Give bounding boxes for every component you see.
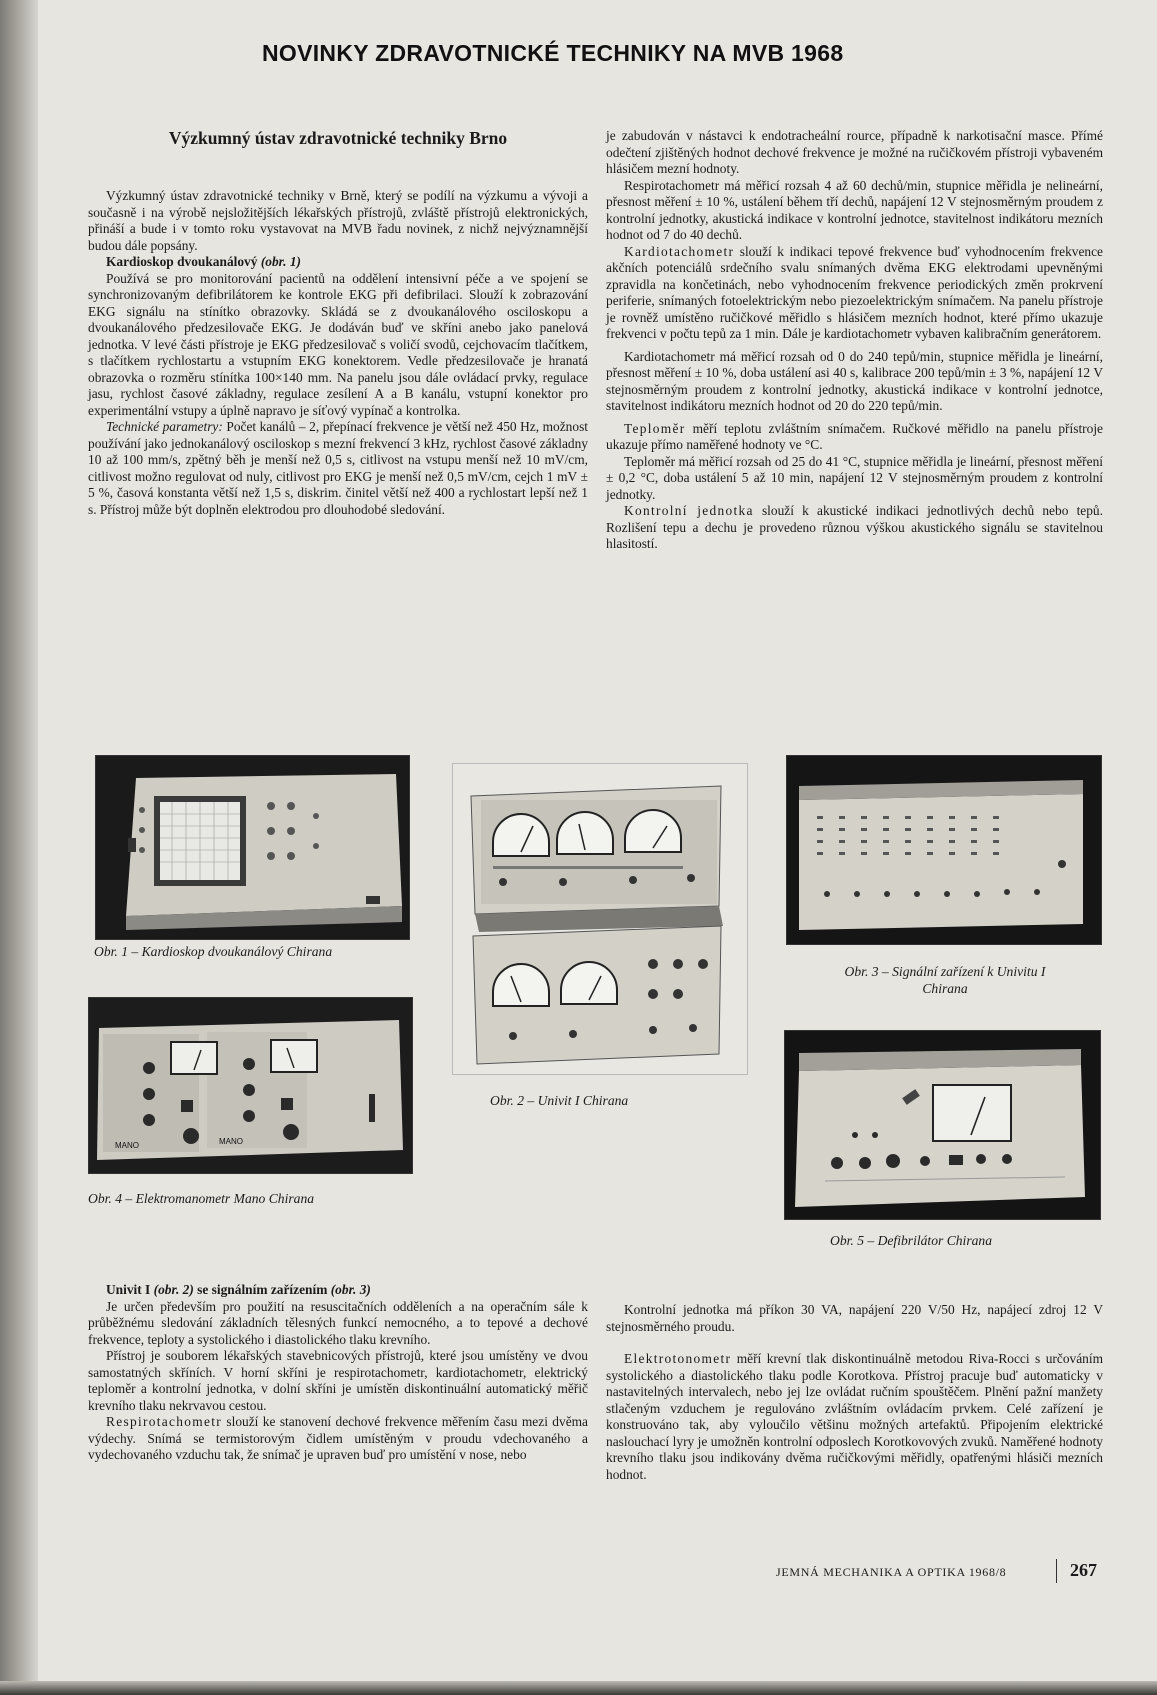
kontrolni-jednotka-paragraph [606,503,1103,553]
mano-label-right: MANO [219,1137,243,1146]
page-title: NOVINKY ZDRAVOTNICKÉ TECHNIKY NA MVB 1968 [262,40,844,66]
elektrotonometr-term: Elektrotonometr [624,1351,732,1366]
journal-name: JEMNÁ MECHANIKA A OPTIKA 1968/8 [776,1565,1007,1579]
photo-signalni-zarizeni [786,755,1102,945]
kontrolni-jednotka-power: Kontrolní jednotka má příkon 30 VA, napájení 220 V/50 Hz, napájecí zdroj 12 V stejnosměrného proudu. [606,1302,1103,1334]
elektrotonometr-section [606,1302,1103,1483]
univit-heading [88,1282,588,1299]
univit-heading-ref-2: (obr. 3) [330,1282,371,1297]
kontrolni-jednotka-term: Kontrolní jednotka [624,503,754,518]
params-text: Počet kanálů – 2, přepínací frekvence je větší než 450 Hz, možnost používání jako jednokanálový osciloskop s mezní frekvencí 3 kHz, rychlost časové základny 10 až 100 mm/s, zpětný běh je menší než 0,5 s, citlivost na vstupu menší než 10 mV/cm, citlivost možno regulovat od nuly, citlivost pro EKG je menší než 0,5 mV/cm, cejch 1 mV ± 5 %, časová konstanta větší než 1,5 s, diskrim. činitel větší než 400 a rychlostart lepší než 1 s. Přístroj může být doplněn elektrodou pro dlouhodobé sledování. [88,419,588,517]
kardioskop-paragraph: Používá se pro monitorování pacientů na oddělení intensivní péče a ve spojení se synchronizovaným defibrilátorem ke kontrole EKG při defibrilaci. Slouží k zobrazování EKG signálu na stínítko obrazovky. Skládá se z dvoukanálového osciloskopu a dvoukanálového předzesilovače EKG. Je dodáván buď ve skříni anebo jako panelová jednotka. V levé části přístroje je EKG předzesilovač s voličí svodů, cejchovacím tlačítkem, s tlačítkem rychlostartu a vstupním EKG konektorem. Vedle předzesilovače je hranatá obrazovka o rozměru stínítka 100×140 mm. Na panelu jsou dále ovládací prvky, regulace jasu, rychlost časové základny, regulace zesílení A a B kanálu, vstupní konektor pro experimentální vstupy a úplně napravo je síťový vypínač a kontrolka. [88,270,588,418]
page-number: 267 [1070,1560,1097,1580]
univit-heading-ref-1: (obr. 2) [153,1282,194,1297]
params-paragraph [88,419,588,518]
right-paragraph-2: Respirotachometr má měřicí rozsah 4 až 60 dechů/min, stupnice měřidla je nelineární, přesnost měření ± 10 %, ustálení během tří dechů, napájení 12 V stejnosměrným proudem z kontrolní jednotky, akustická indikace v kontrolní jednotce, stavitelnost indikátoru mezních hodnot od 7 do 40 dechů. [606,177,1103,242]
teplomer-paragraph [606,421,1103,454]
kardioskop-figure-ref: (obr. 1) [260,254,301,269]
left-column [88,128,588,518]
teplomer-text: měří teplotu zvláštním snímačem. Ručkové měřidlo na panelu přístroje ukazuje přímo naměřené hodnoty ve °C. [606,420,1103,452]
teplomer-term: Teploměr [624,420,686,436]
caption-figure-3-line-1: Obr. 3 – Signální zařízení k Univitu I [844,964,1046,979]
univit-heading-mid: se signálním zařízením [197,1282,328,1297]
respirotachometr-term: Respirotachometr [106,1414,222,1429]
right-column [606,128,1103,553]
right-paragraph-3: Kardiotachometr má měřicí rozsah od 0 do 240 tepů/min, stupnice měřidla je lineární, přesnost měření ± 10 %, doba ustálení asi 40 s, kalibrace 200 tepů/min ± 3 %, napájení 12 V stejnosměrným proudem z kontrolní jednotky, akustická indikace v kontrolní jednotce, stavitelnost indikátoru mezních hodnot od 20 do 220 tepů/min. [606,348,1103,413]
caption-figure-4: Obr. 4 – Elektromanometr Mano Chirana [88,1191,315,1206]
kardioskop-heading [88,254,588,271]
photo-elektromanometr [88,997,413,1174]
photo-kardioskop [95,755,410,940]
right-paragraph-1: je zabudován v nástavci k endotracheální rource, případně k narkotisační masce. Přímé odečtení zjištěných hodnot dechové frekvence je možné na ručičkovém přístroji vybaveném hlásičem mezní hodnoty. [606,128,1103,176]
caption-figure-1: Obr. 1 – Kardioskop dvoukanálový Chirana [94,944,333,959]
section-title: Výzkumný ústav zdravotnické techniky Brno [168,128,508,148]
params-label: Technické parametry: [106,419,223,434]
footer-divider [1056,1559,1057,1583]
kardioskop-heading-text: Kardioskop dvoukanálový [106,254,258,269]
univit-heading-name: Univit I [106,1282,151,1297]
univit-paragraph-1: Je určen především pro použití na resuscitačních odděleních a na operačním sále k průběžnému sledování základních tělesných funkcí nemocného, a to tepové a dechové frekvence, teploty a systolického i diastolického tlaku krevního. [88,1298,588,1347]
page-bottom-edge [0,1681,1157,1695]
photo-univit [452,763,748,1075]
photo-defibrilator [784,1030,1101,1220]
caption-figure-2: Obr. 2 – Univit I Chirana [490,1093,629,1108]
respirotachometr-paragraph [88,1414,588,1464]
kardiotachometr-term: Kardiotachometr [624,243,735,259]
kontrolni-jednotka-text: slouží k akustické indikaci jednotlivých dechů nebo tepů. Rozlišení tepu a dechu je provedeno různou výškou akustického signálu se stavitelnou hlasitostí. [606,503,1103,551]
kardiotachometr-paragraph [606,244,1103,343]
caption-figure-5: Obr. 5 – Defibrilátor Chirana [830,1233,993,1248]
kardiotachometr-text: slouží k indikaci tepové frekvence buď vyhodnocením frekvence akčních potenciálů srdečního svalu snímaných dvěma EKG elektrodami upevněnými zpravidla na končetinách, nebo vyhodnocením frekvence periodických změn prokrvení periferie, snímaných fotoelektrickým nebo piezoelektrickým snímačem. Na panelu přístroje je rovněž umístěno ručičkové měřidlo s hlásičem mezních hodnot, které přímo ukazuje frekvenci v počtu tepů za 1 min. Dále je kardiotachometr vybaven kalibračním generátorem. [606,243,1103,341]
elektrotonometr-text: měří krevní tlak diskontinuálně metodou Riva-Rocci s určováním systolického a diastolického tlaku podle Korotkova. Přístroj pracuje buď automaticky v nastavitelných intervalech, nebo jej lze ovládat ručním spouštěčem. Plnění pažní manžety stlačeným vzduchem je regulováno zvláštním ovládacím prvkem. Celé zařízení je konstruováno tak, aby vyloučilo většinu možných artefaktů. Připojením elektrické naslouchací lyry je umožněn kontrolní odposlech Korotkovových zvuků. Naměřené hodnoty krevního tlaku jsou indikovány dvěma ručičkovými měřidly, opatřenými hlásiči mezních hodnot. [606,1351,1103,1482]
univit-section [88,1282,588,1464]
caption-figure-3-line-2: Chirana [922,981,968,996]
page-edge-shadow [0,0,38,1695]
univit-paragraph-2: Přístroj je souborem lékařských stavebnicových přístrojů, které jsou umístěny ve dvou samostatných skříních. V horní skříni je respirotachometr, kardiotachometr, elektrický teploměr a kontrolní jednotka, v dolní skříni je umístěn diskontinuální automatický měřič krevního tlaku nekrvavou cestou. [88,1348,588,1413]
intro-paragraph: Výzkumný ústav zdravotnické techniky v Brně, který se podílí na výzkumu a vývoji a současně i na výrobě nejsložitějších lékařských přístrojů, zvláště přístrojů elektronických, přináší a bude i v tomto roku vystavovat na MVB řadu novinek, z nichž nejvýznamnější budou dále popsány. [88,188,588,253]
mano-label-left: MANO [115,1141,139,1150]
caption-figure-3 [780,963,1110,997]
respirotachometr-text: slouží ke stanovení dechové frekvence měřením času mezi dvěma výdechy. Snímá se termistorovým čidlem umístěným v proudu vdechovaného a vydechovaného vzduchu tak, že snímač je upraven buď pro umístění v nose, nebo [88,1414,588,1462]
elektrotonometr-paragraph [606,1351,1103,1483]
right-paragraph-4: Teploměr má měřicí rozsah od 25 do 41 °C, stupnice měřidla je lineární, přesnost měření ± 0,2 °C, doba ustálení 5 až 10 min, napájení 12 V stejnosměrným proudem z kontrolní jednotky. [606,453,1103,502]
